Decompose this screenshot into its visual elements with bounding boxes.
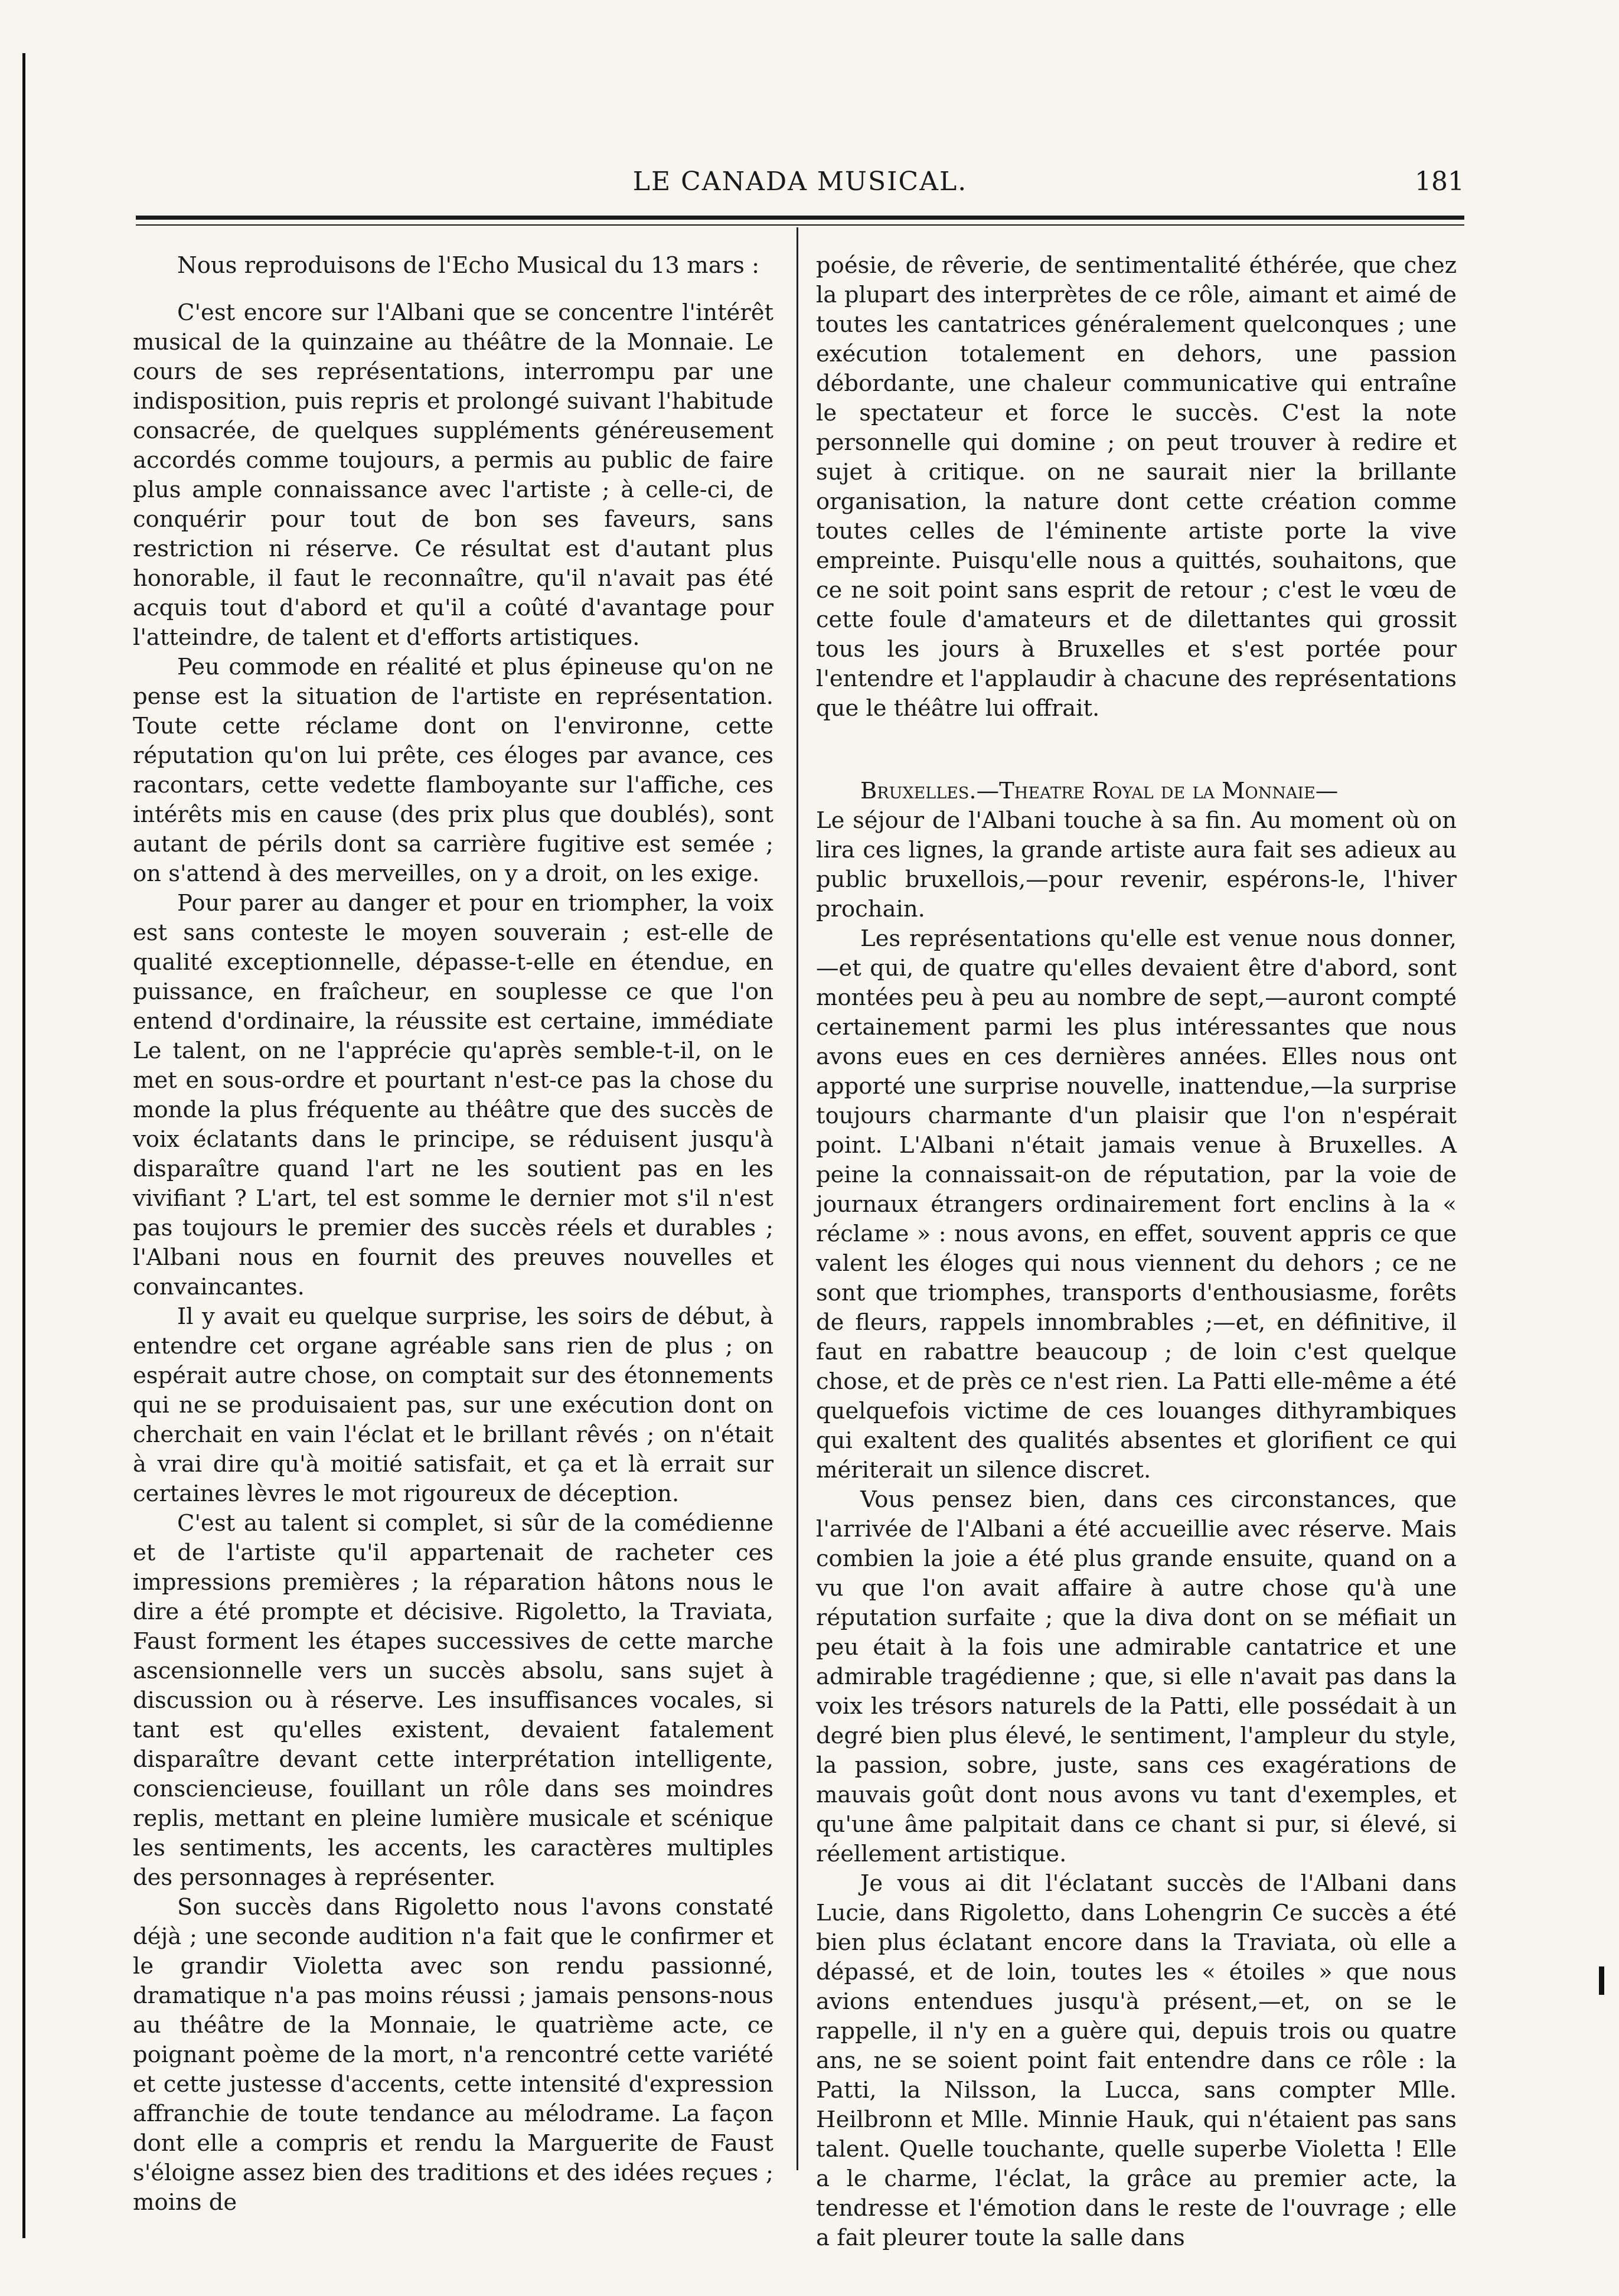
page-header <box>136 167 1464 209</box>
right-margin-mark <box>1599 1966 1604 1995</box>
paragraph: C'est au talent si complet, si sûr de la comédienne et de l'artiste qu'il appartenait de racheter ces impressions premières ; la réparation hâtons nous le dire a été prompte et décisive. Rigoletto, la Traviata, Faust forment les étapes successives de cette marche ascensionnelle vers un succès absolu, sans sujet à discussion ou à réserve. Les insuffisances vocales, si tant est qu'elles existent, devaient fatalement disparaître devant cette interprétation intelligente, consciencieuse, fouillant un rôle dans ses moindres replis, mettant en pleine lumière musicale et scénique les sentiments, les accents, les caractères multiples des personnages à représenter. <box>133 1510 773 1891</box>
header-rule-thick <box>136 216 1464 220</box>
paragraph: C'est encore sur l'Albani que se concentre l'intérêt musical de la quinzaine au théâtre de la Monnaie. Le cours de ses représentations, interrompu par une indisposition, puis repris et prolongé suivant l'habitude consacrée, de quelques suppléments généreusement accordés comme toujours, a permis au public de faire plus ample connaissance avec l'artiste ; à celle-ci, de conquérir pour tout de bon ses faveurs, sans restriction ni réserve. Ce résultat est d'autant plus honorable, il faut le reconnaître, qu'il n'avait pas été acquis tout d'abord et qu'il a coûté d'avantage pour l'atteindre, de talent et d'efforts artistiques. <box>133 299 773 651</box>
right-column <box>816 251 1457 2253</box>
left-column <box>133 251 773 2217</box>
paragraph: Les représentations qu'elle est venue nous donner, —et qui, de quatre qu'elles devaient être d'abord, sont montées peu à peu au nombre de sept,—auront compté certainement parmi les plus intéressantes que nous avons eues en ces dernières années. Elles nous ont apporté une surprise nouvelle, inattendue,—la surprise toujours charmante d'un plaisir que l'on n'espérait point. L'Albani n'était jamais venue à Bruxelles. A peine la connaissait-on de réputation, par la voie de journaux étrangers ordinairement fort enclins à la « réclame » : nous avons, en effet, souvent appris ce que valent les éloges qui nous viennent du dehors ; ce ne sont que triomphes, transports d'enthousiasme, forêts de fleurs, rappels innombrables ;—et, en définitive, il faut en rabattre beaucoup ; de loin c'est quelque chose, et de près ce n'est rien. La Patti elle-même a été quelquefois victime de ces louanges dithyrambiques qui exaltent des qualités absentes et glorifient ce qui mériterait un silence discret. <box>816 925 1457 1483</box>
column-divider <box>797 227 798 2170</box>
paragraph: poésie, de rêverie, de sentimentalité éthérée, que chez la plupart des interprètes de ce rôle, aimant et aimé de toutes les cantatrices généralement quelconques ; une exécution totalement en dehors, une passion débordante, une chaleur communicative qui entraîne le spectateur et force le succès. C'est la note personnelle qui domine ; on peut trouver à redire et sujet à critique. on ne saurait nier la brillante organisation, la nature dont cette création comme toutes celles de l'éminente artiste porte la vive empreinte. Puisqu'elle nous a quittés, souhaitons, que ce ne soit point sans esprit de retour ; c'est le vœu de cette foule d'amateurs et de dilettantes qui grossit tous les jours à Bruxelles et s'est portée pour l'entendre et l'applaudir à chacune des représentations que le théâtre lui offrait. <box>816 252 1457 722</box>
section-heading: Bruxelles.—Theatre Royal de la Monnaie— <box>860 778 1339 804</box>
paragraph: Je vous ai dit l'éclatant succès de l'Albani dans Lucie, dans Rigoletto, dans Lohengrin Ce succès a été bien plus éclatant encore dans la Traviata, où elle a dépassé, et de loin, toutes les « étoiles » que nous avions entendues jusqu'à présent,—et, on se le rappelle, il n'y en a guère qui, depuis trois ou quatre ans, ne se soient point fait entendre dans ce rôle : la Patti, la Nilsson, la Lucca, sans compter Mlle. Heilbronn et Mlle. Minnie Hauk, qui n'étaient pas sans talent. Quelle touchante, quelle superbe Violetta ! Elle a le charme, l'éclat, la grâce au premier acte, la tendresse et l'émotion dans le reste de l'ouvrage ; elle a fait pleurer toute la salle dans <box>816 1870 1457 2251</box>
paragraph: Peu commode en réalité et plus épineuse qu'on ne pense est la situation de l'artiste en représentation. Toute cette réclame dont on l'environne, cette réputation qu'on lui prête, ces éloges par avance, ces racontars, cette vedette flamboyante sur l'affiche, ces intérêts mis en cause (des prix plus que doublés), sont autant de périls dont sa carrière fugitive est semée ; on s'attend à des merveilles, on y a droit, on les exige. <box>133 654 773 887</box>
paragraph: Vous pensez bien, dans ces circonstances, que l'arrivée de l'Albani a été accueillie avec réserve. Mais combien la joie a été plus grande ensuite, quand on a vu que l'on avait affaire à autre chose qu'à une réputation surfaite ; que la diva dont on se méfiait un peu était à la fois une admirable cantatrice et une admirable tragédienne ; que, si elle n'avait pas dans la voix les trésors naturels de la Patti, elle possédait à un degré bien plus élevé, le sentiment, l'ampleur du style, la passion, sobre, juste, sans ces exagérations de mauvais goût dont nous avons vu tant d'exemples, et qu'une âme palpitait dans ce chant si pur, si élevé, si réellement artistique. <box>816 1486 1457 1867</box>
left-margin-binding-mark <box>22 53 25 2238</box>
header-rule-thin <box>136 224 1464 226</box>
paragraph: Son succès dans Rigoletto nous l'avons constaté déjà ; une seconde audition n'a fait que le confirmer et le grandir Violetta avec son rendu passionné, dramatique n'a pas moins réussi ; jamais pensons-nous au théâtre de la Monnaie, le quatrième acte, ce poignant poème de la mort, n'a rencontré cette variété et cette justesse d'accents, cette intensité d'expression affranchie de toute tendance au mélodrame. La façon dont elle a compris et rendu la Marguerite de Faust s'éloigne assez bien des traditions et des idées reçues ; moins de <box>133 1894 773 2216</box>
paragraph: Il y avait eu quelque surprise, les soirs de début, à entendre cet organe agréable sans rien de plus ; on espérait autre chose, on comptait sur des étonnements qui ne se produisaient pas, sur une exécution dont on cherchait en vain l'éclat et le brillant rêvés ; on n'était à vrai dire qu'à moitié satisfait, et ça et là errait sur certaines lèvres le mot rigoureux de déception. <box>133 1303 773 1507</box>
page-number: 181 <box>1415 167 1464 197</box>
paragraph: Nous reproduisons de l'Echo Musical du 13 mars : <box>177 252 760 279</box>
running-title: LE CANADA MUSICAL. <box>632 167 968 197</box>
paragraph: Pour parer au danger et pour en triompher, la voix est sans conteste le moyen souverain ; est-elle de qualité exceptionnelle, dépasse-t-elle en étendue, en puissance, en fraîcheur, en souplesse ce que l'on entend d'ordinaire, la réussite est certaine, immédiate Le talent, on ne l'apprécie qu'après semble-t-il, on le met en sous-ordre et pourtant n'est-ce pas la chose du monde la plus fréquente au théâtre que des succès de voix éclatants dans le principe, se réduisent jusqu'à disparaître quand l'art ne les soutient pas en les vivifiant ? L'art, tel est somme le dernier mot s'il n'est pas toujours le premier des succès réels et durables ; l'Albani nous en fournit des preuves nouvelles et convaincantes. <box>133 890 773 1300</box>
paragraph: Le séjour de l'Albani touche à sa fin. Au moment où on lira ces lignes, la grande artiste aura fait ses adieux au public bruxellois,—pour revenir, espérons-le, l'hiver prochain. <box>816 807 1457 922</box>
